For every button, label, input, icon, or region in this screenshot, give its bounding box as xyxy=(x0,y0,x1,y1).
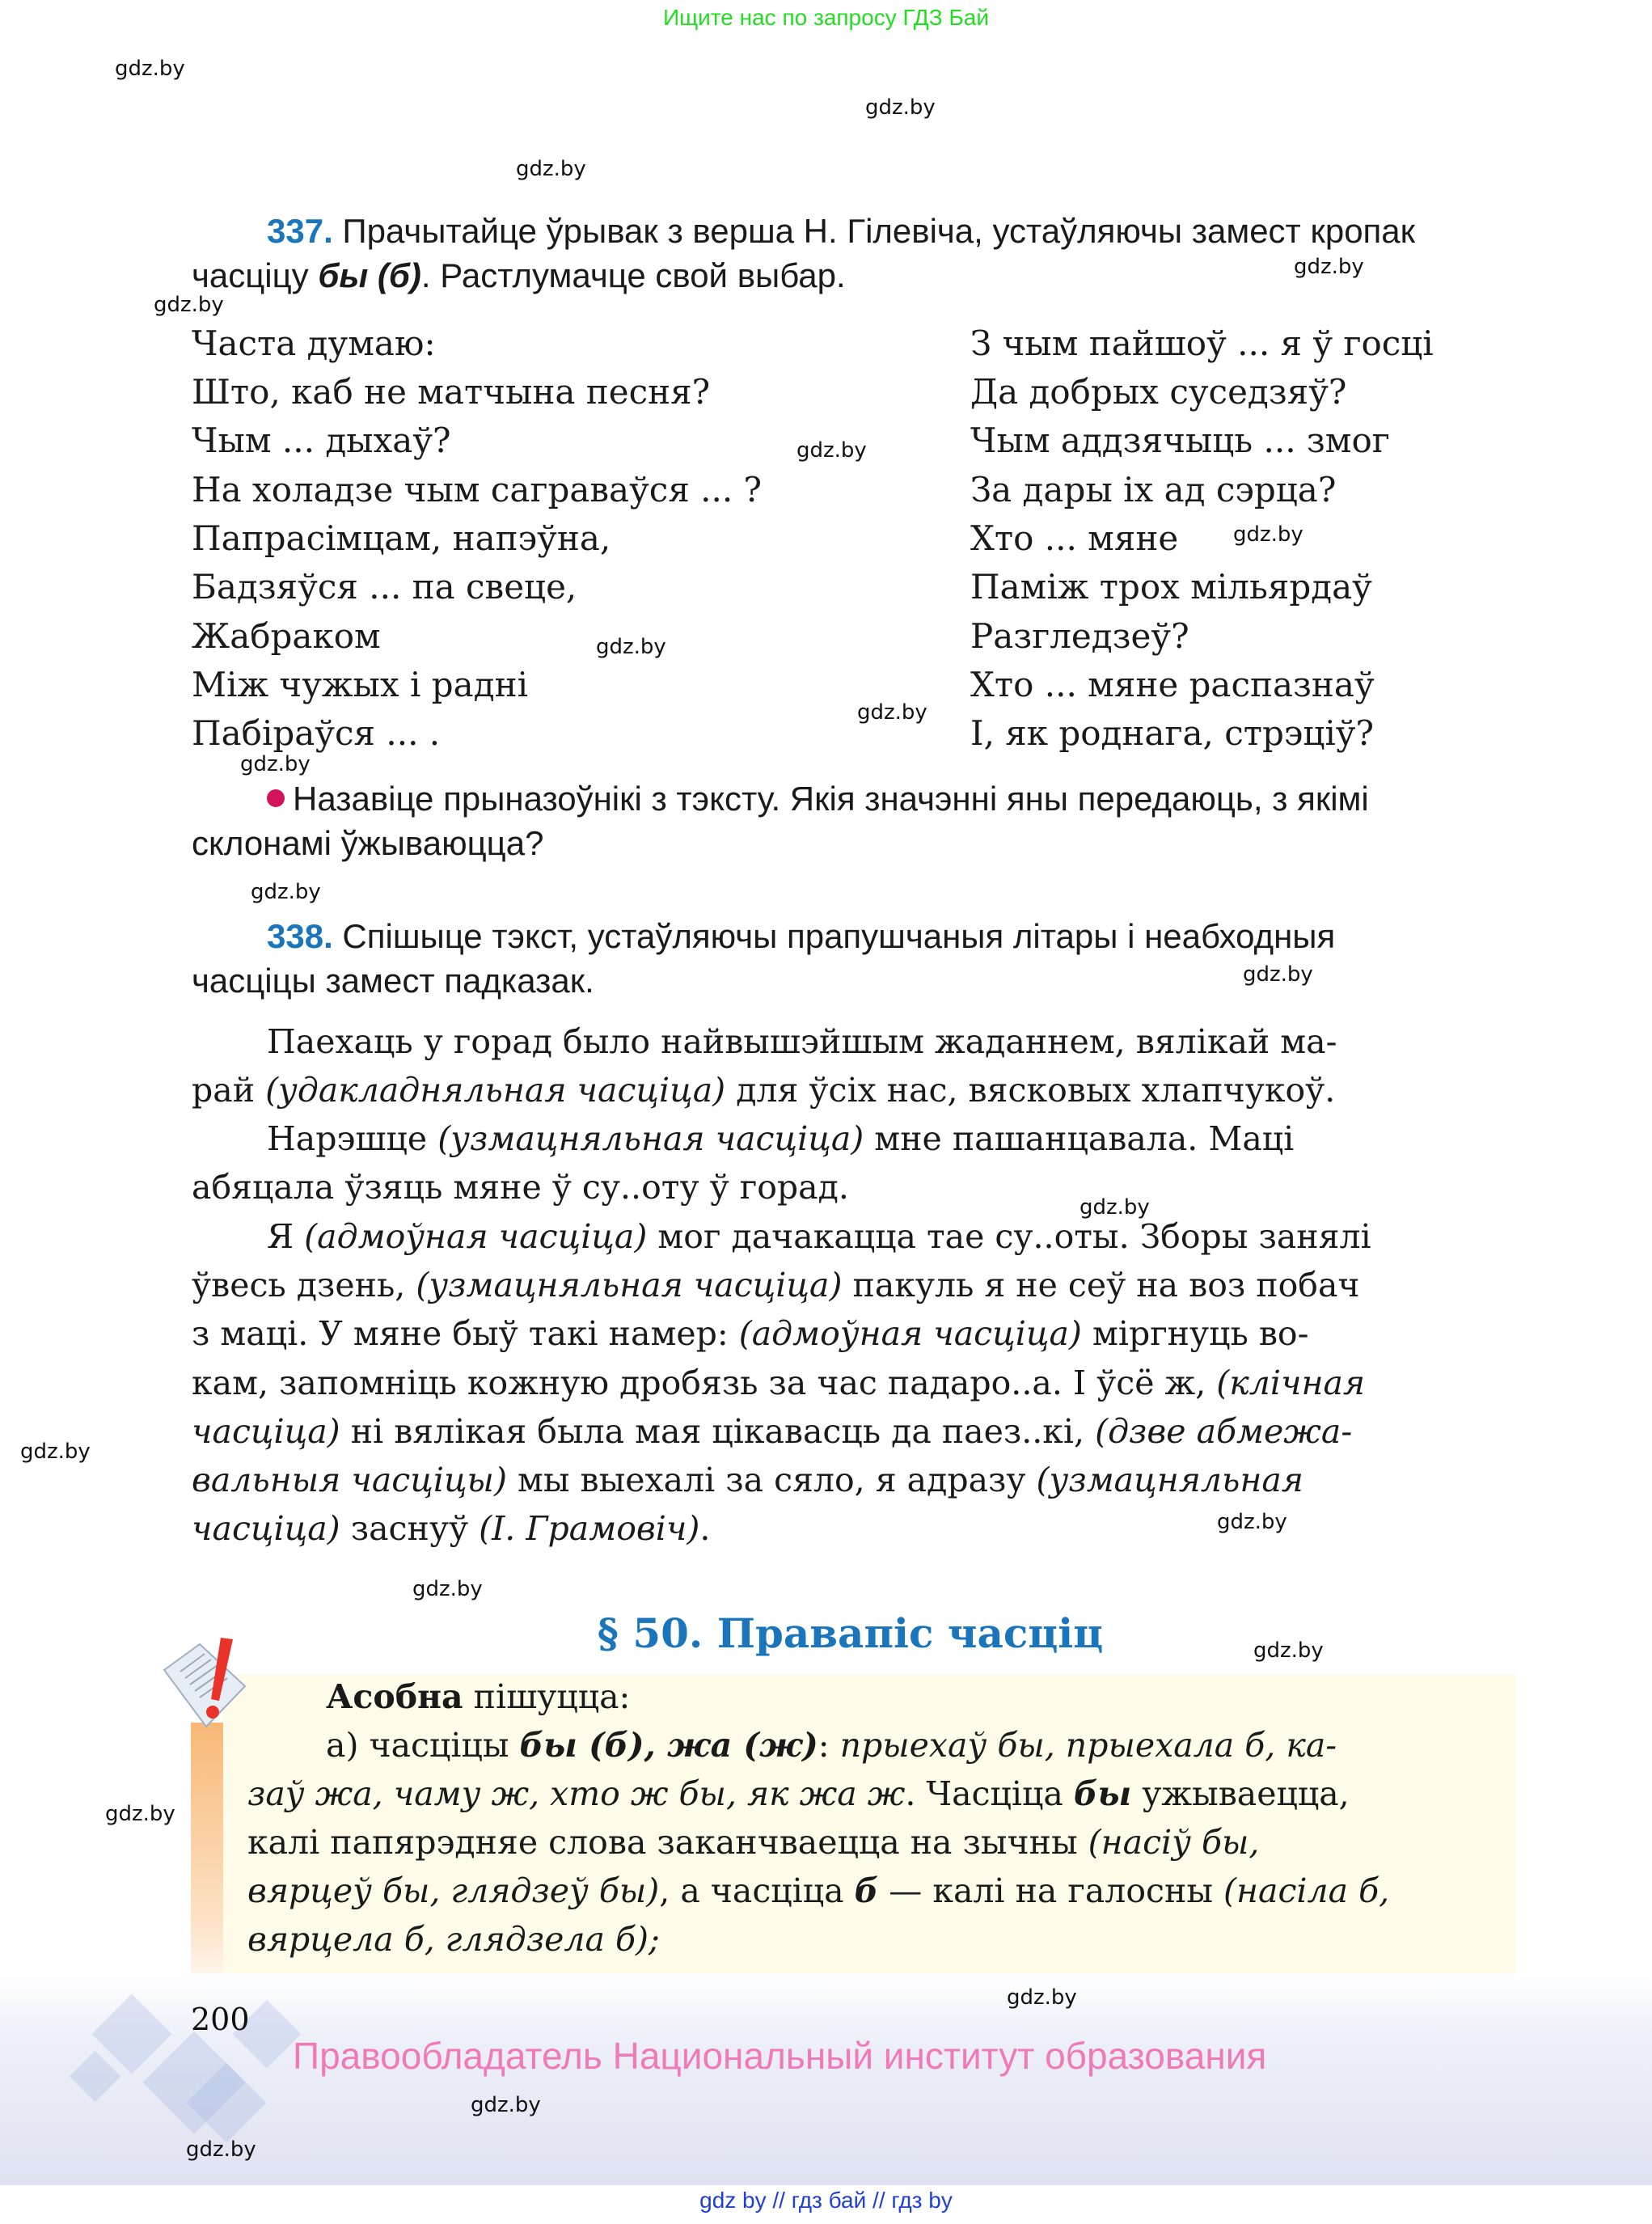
poem-line: Разгледзеў? xyxy=(970,616,1189,656)
task-text: Спішыце тэкст, устаўляючы прапушчаныя літары і неабходныя xyxy=(332,917,1336,955)
poem-line: Часта думаю: xyxy=(192,323,436,363)
task-number: 338. xyxy=(267,917,333,955)
page-number: 200 xyxy=(191,2002,250,2037)
para-line: рай (удакладняльная часціца) для ўсіх нас, вясковых хлапчукоў. xyxy=(192,1071,1336,1110)
bullet-icon xyxy=(267,789,285,807)
poem-line: З чым пайшоў ... я ў госці xyxy=(970,323,1434,363)
poem-line: На холадзе чым саграваўся ... ? xyxy=(192,470,763,509)
rule-line: вярцеў бы, глядзеў бы), а часціца б — калі на галосны (насіла б, xyxy=(247,1871,1390,1910)
task-text: часціцу xyxy=(192,256,319,294)
watermark: gdz.by xyxy=(857,700,927,725)
poem-line: Бадзяўся ... па свеце, xyxy=(192,567,577,607)
task-338-line1 xyxy=(267,914,1335,959)
task-number: 337. xyxy=(267,212,333,250)
rule-line: вярцела б, глядзела б); xyxy=(247,1920,660,1959)
poem-line: Між чужых і радні xyxy=(192,665,529,704)
poem-line: Паміж трох мільярдаў xyxy=(970,567,1372,607)
watermark: gdz.by xyxy=(1007,1985,1077,2010)
hint: (узмацняльная xyxy=(1036,1461,1303,1499)
para-line: вальныя часціцы) мы выехалі за сяло, я адразу (узмацняльная xyxy=(192,1461,1303,1499)
poem-line: Што, каб не матчына песня? xyxy=(192,372,711,412)
task-337-line2 xyxy=(192,253,846,298)
rule-side-bar xyxy=(191,1723,223,1973)
hint: (адмоўная часціца) xyxy=(304,1217,648,1256)
hint: (адмоўная часціца) xyxy=(738,1314,1082,1353)
watermark: gdz.by xyxy=(471,2093,541,2117)
watermark: gdz.by xyxy=(1243,962,1313,987)
para-line: часціца) ні вялікая была мая цікавасць да паез..кі, (дзве абмежа- xyxy=(192,1412,1353,1451)
watermark: gdz.by xyxy=(105,1802,175,1826)
watermark: gdz.by xyxy=(516,157,586,181)
task-text: . Растлумачце свой выбар. xyxy=(420,256,846,294)
rule-line: заў жа, чаму ж, хто ж бы, як жа ж. Часціца бы ужываецца, xyxy=(247,1774,1350,1813)
task-338-line2: часціцы замест падказак. xyxy=(192,962,594,1000)
watermark: gdz.by xyxy=(865,95,936,120)
hint: часціца) xyxy=(192,1412,340,1451)
poem-line: Хто ... мяне xyxy=(970,518,1179,558)
task-text: Прачытайце ўрывак з верша Н. Гілевіча, устаўляючы замест кропак xyxy=(332,212,1416,250)
hint: (клічная xyxy=(1216,1364,1366,1402)
watermark: gdz.by xyxy=(796,438,867,463)
hint: (узмацняльная часціца) xyxy=(437,1119,864,1158)
task-337-line1 xyxy=(267,209,1415,254)
watermark: gdz.by xyxy=(1294,255,1364,279)
question-line2: склонамі ўжываюцца? xyxy=(192,824,544,862)
watermark: gdz.by xyxy=(186,2137,256,2162)
hint: (дзве абмежа- xyxy=(1095,1412,1353,1451)
watermark: gdz.by xyxy=(412,1577,483,1601)
note-exclamation-icon xyxy=(158,1638,263,1751)
poem-line: Чым ... дыхаў? xyxy=(192,421,451,460)
rule-line: а) часціцы бы (б), жа (ж): прыехаў бы, прыехала б, ка- xyxy=(326,1726,1337,1765)
para-line: Я (адмоўная часціца) мог дачакацца тае су..оты. Зборы занялі xyxy=(267,1217,1371,1256)
watermark: gdz.by xyxy=(596,635,666,659)
particle-bold: бы (б) xyxy=(318,256,421,294)
footer-links[interactable]: gdz by // гдз бай // гдз by xyxy=(699,2188,953,2213)
watermark: gdz.by xyxy=(115,57,185,81)
watermark: gdz.by xyxy=(1217,1510,1287,1534)
poem-line: Хто ... мяне распазнаў xyxy=(970,665,1375,704)
watermark: gdz.by xyxy=(240,752,311,776)
watermark: gdz.by xyxy=(154,293,224,317)
para-line: абяцала ўзяць мяне ў су..оту ў горад. xyxy=(192,1168,849,1207)
para-line: Паехаць у горад было найвышэйшым жаданнем, вялікай ма- xyxy=(267,1022,1337,1061)
watermark: gdz.by xyxy=(1080,1195,1150,1220)
poem-line: Да добрых суседзяў? xyxy=(970,372,1347,412)
watermark: gdz.by xyxy=(251,880,321,904)
rule-heading: Асобна пішуцца: xyxy=(326,1677,631,1716)
para-line: часціца) заснуў (І. Грамовіч). xyxy=(192,1509,711,1548)
question-line1 xyxy=(267,776,1369,822)
rule-line: калі папярэдняе слова заканчваецца на зычны (насіў бы, xyxy=(247,1823,1260,1862)
watermark: gdz.by xyxy=(1233,522,1303,547)
poem-line: І, як роднага, стрэціў? xyxy=(970,713,1375,753)
copyright-notice: Правообладатель Национальный институт образования xyxy=(293,2035,1267,2077)
top-banner: Ищите нас по запросу ГДЗ Бай xyxy=(662,5,990,30)
poem-line: Папрасімцам, напэўна, xyxy=(192,518,611,558)
hint: вальныя часціцы) xyxy=(192,1461,507,1499)
hint: (удакладняльная часціца) xyxy=(265,1071,726,1110)
author: (І. Грамовіч) xyxy=(479,1509,700,1548)
watermark: gdz.by xyxy=(20,1440,91,1464)
para-line: з маці. У мяне быў такі намер: (адмоўная часціца) міргнуць во- xyxy=(192,1314,1309,1353)
hint: часціца) xyxy=(192,1509,340,1548)
decorative-diamond xyxy=(70,2051,121,2103)
question-text: Назавіце прыназоўнікі з тэксту. Якія значэнні яны передаюць, з якімі xyxy=(293,780,1369,818)
poem-line: Пабіраўся ... . xyxy=(192,713,441,753)
para-line: кам, запомніць кожную дробязь за час падаро..а. І ўсё ж, (клічная xyxy=(192,1364,1366,1402)
para-line: ўвесь дзень, (узмацняльная часціца) пакуль я не сеў на воз побач xyxy=(192,1266,1360,1304)
para-line: Нарэшце (узмацняльная часціца) мне пашанцавала. Маці xyxy=(267,1119,1295,1158)
poem-line: Чым аддзячыць ... змог xyxy=(970,421,1390,460)
poem-line: За дары іх ад сэрца? xyxy=(970,470,1337,509)
section-title: § 50. Правапіс часціц xyxy=(597,1609,1104,1657)
watermark: gdz.by xyxy=(1253,1638,1324,1663)
hint: (узмацняльная часціца) xyxy=(416,1266,843,1304)
poem-line: Жабраком xyxy=(192,616,381,656)
